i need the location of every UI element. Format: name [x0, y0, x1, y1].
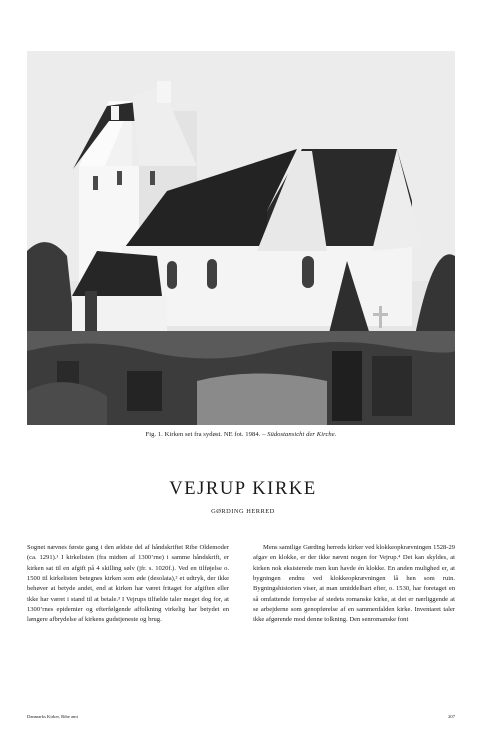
- left-column: [27, 543, 229, 626]
- page-number: 207: [448, 714, 455, 719]
- left-column-text: Sognet nævnes første gang i den ældste del af håndskriftet Ribe Oldemoder (ca. 1291).¹ I kirkelisten (fra midten af 1300’rne) i samme håndskrift, er kirken sat til en afgift på 4 skilling sølv (jfr. s. 1020f.). Ved en tilføjelse o. 1500 til kirkelisten betegnes kirken som øde (desolata),² et udtryk, der ikke behøver at betyde andet, end at kirken har været fritaget for afgiften eller ikke har været i stand til at betale.³ I Vejrups tilfælde taler meget dog for, at 1300’rnes epidemier og efterfølgende affolkning virkelig har betydet en længere afbrydelse af kirkens gudstjeneste og brug.: [27, 544, 229, 624]
- church-photograph: [27, 51, 455, 425]
- figure-caption: [27, 431, 455, 438]
- church-illustration: [27, 51, 455, 425]
- page-subtitle: GØRDING HERRED: [211, 508, 275, 515]
- right-column: [253, 543, 455, 626]
- page-title: VEJRUP KIRKE: [169, 479, 317, 499]
- footer-publication: Danmarks Kirker, Ribe amt: [27, 714, 78, 719]
- caption-text: Fig. 1. Kirken set fra sydøst. NE fot. 1984. –: [145, 431, 268, 438]
- right-column-text: Mens samtlige Gørding herreds kirker ved klokkeopkrævningen 1528-29 afgav en klokke, er der ikke nævnt nogen for Vejrup.⁴ Det kan skyldes, at kirken nok eksisterede men kun havde én klokke. En anden mulighed er, at bygningen endnu ved klokkeopkrævningen lå hen som ruin. Bygningshistorien viser, at man umiddelbart efter, o. 1530, har foretaget en så omfattende fornyelse af stedets romanske kirke, at det er nærliggende at se arbejderne som genopførelse af en sammenfalden kirke. Inventaret taler ikke afgørende mod denne tolkning. Den senromanske font: [253, 544, 455, 624]
- caption-italic: Südostansicht der Kirche.: [267, 431, 337, 438]
